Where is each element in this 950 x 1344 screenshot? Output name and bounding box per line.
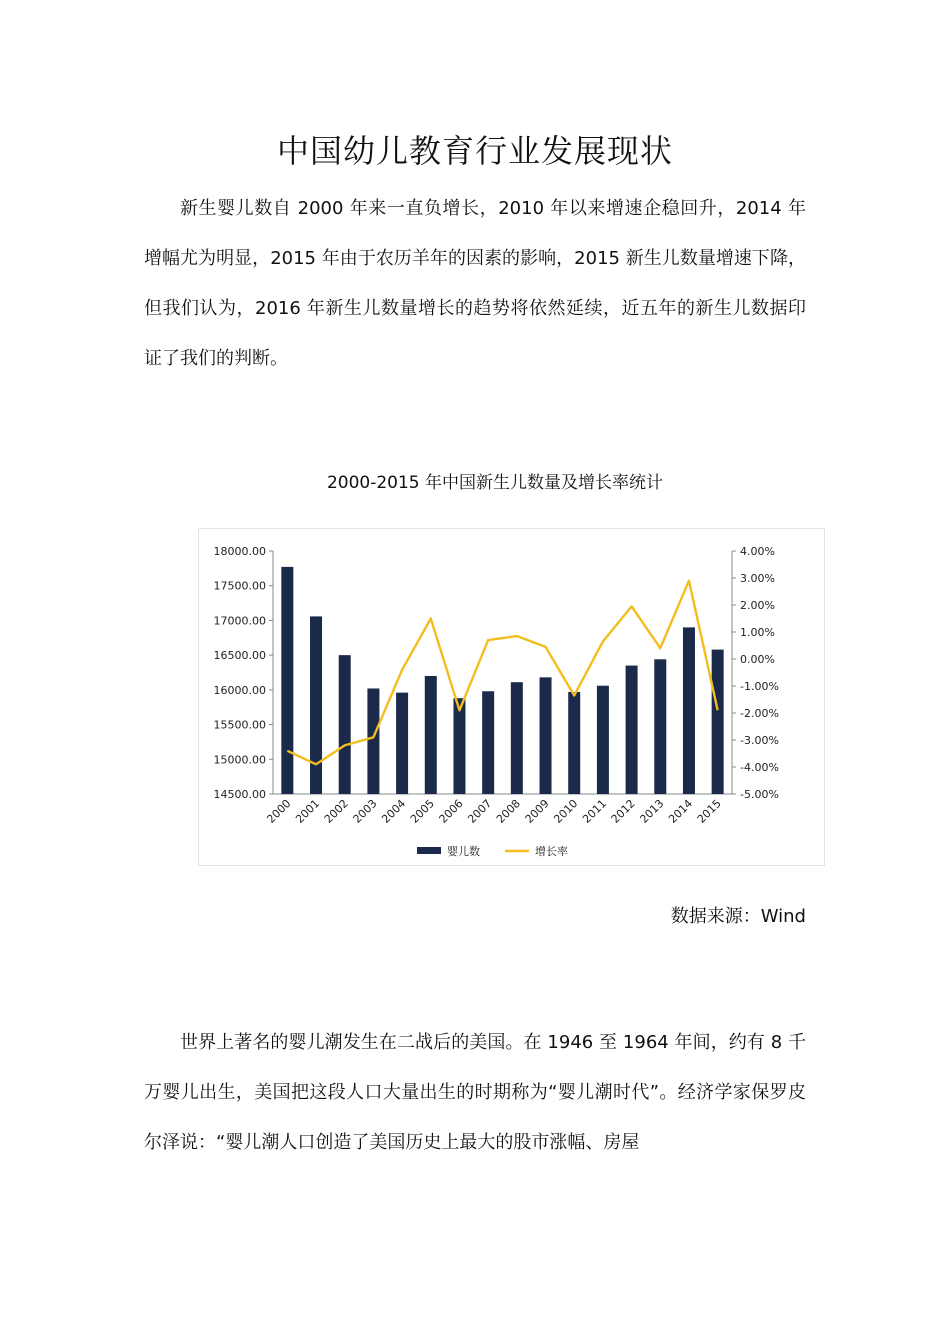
growth-rate-line — [287, 581, 717, 765]
y2-tick-label: -3.00% — [740, 734, 779, 747]
bar — [712, 650, 724, 794]
legend-swatch-bar — [417, 847, 441, 854]
x-tick-label: 2012 — [608, 796, 638, 826]
x-tick-label: 2002 — [321, 796, 351, 826]
bar — [511, 682, 523, 794]
y-tick-label: 18000.00 — [213, 545, 266, 558]
bar — [654, 659, 666, 794]
bar — [540, 677, 552, 794]
bar — [597, 686, 609, 794]
bar — [453, 698, 465, 794]
chart-container — [198, 528, 825, 866]
baby-boom-paragraph: 世界上著名的婴儿潮发生在二战后的美国。在 1946 至 1964 年间，约有 8 千万婴儿出生，美国把这段人口大量出生的时期称为“婴儿潮时代”。经济学家保罗皮尔泽说：“婴儿潮人口创造了美国历史上最大的股市涨幅、房屋 — [144, 1032, 806, 1153]
x-tick-label: 2007 — [465, 796, 495, 826]
y2-tick-label: -2.00% — [740, 707, 779, 720]
y-tick-label: 16500.00 — [213, 649, 266, 663]
bar — [626, 666, 638, 794]
y-tick-label: 17000.00 — [213, 614, 266, 628]
y-tick-label: 15500.00 — [213, 718, 266, 732]
x-tick-label: 2004 — [379, 796, 409, 826]
y2-tick-label: -1.00% — [740, 680, 779, 693]
y2-tick-label: 4.00% — [740, 545, 775, 558]
x-tick-label: 2013 — [637, 796, 667, 826]
data-source: 数据来源：Wind — [670, 906, 806, 927]
bar — [425, 676, 437, 794]
y-tick-label: 17500.00 — [213, 579, 266, 593]
legend-label-bar: 婴儿数 — [447, 845, 480, 858]
bar — [396, 693, 408, 794]
chart-title: 2000-2015 年中国新生儿数量及增长率统计 — [326, 473, 664, 493]
y2-tick-label: 1.00% — [740, 626, 775, 639]
y2-tick-label: -4.00% — [740, 761, 779, 774]
x-tick-label: 2006 — [436, 796, 466, 826]
bar — [310, 616, 322, 794]
y-tick-label: 14500.00 — [213, 788, 266, 801]
x-tick-label: 2014 — [666, 796, 696, 826]
y-tick-label: 16000.00 — [213, 683, 266, 697]
x-tick-label: 2015 — [694, 796, 724, 826]
legend-label-line: 增长率 — [535, 845, 568, 858]
bar — [568, 692, 580, 794]
y2-tick-label: -5.00% — [740, 788, 779, 801]
y2-tick-label: 3.00% — [740, 572, 775, 585]
x-tick-label: 2009 — [522, 796, 552, 826]
page-title: 中国幼儿教育行业发展现状 — [276, 132, 673, 170]
bar — [339, 655, 351, 794]
x-tick-label: 2005 — [407, 796, 437, 826]
x-tick-label: 2010 — [551, 796, 581, 826]
x-tick-label: 2011 — [580, 796, 610, 826]
y-tick-label: 15000.00 — [213, 753, 266, 767]
bar — [367, 688, 379, 794]
bar — [281, 567, 293, 794]
x-tick-label: 2001 — [293, 796, 323, 826]
bar — [482, 691, 494, 794]
x-tick-label: 2000 — [264, 796, 294, 826]
bar — [683, 627, 695, 794]
x-tick-label: 2003 — [350, 796, 380, 826]
newborn-chart — [199, 529, 824, 865]
intro-paragraph: 新生婴儿数自 2000 年来一直负增长，2010 年以来增速企稳回升，2014 年增幅尤为明显，2015 年由于农历羊年的因素的影响，2015 新生儿数量增速下降，但我们认为，2016 年新生儿数量增长的趋势将依然延续，近五年的新生儿数据印证了我们的判断。 — [144, 198, 806, 369]
x-tick-label: 2008 — [493, 796, 523, 826]
y2-tick-label: 2.00% — [740, 599, 775, 612]
y2-tick-label: 0.00% — [740, 653, 775, 666]
